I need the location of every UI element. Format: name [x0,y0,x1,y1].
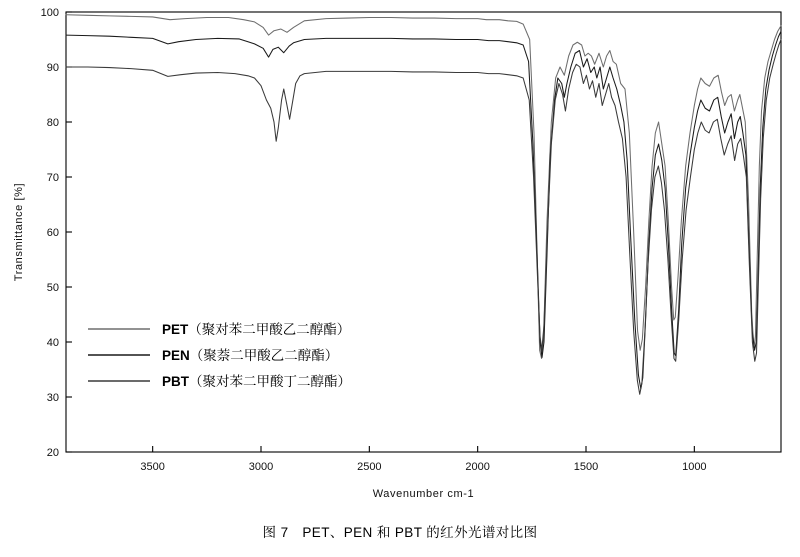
x-axis-tick-label: 1000 [682,461,707,473]
y-axis-tick-label: 50 [46,282,59,294]
y-axis-tick-label: 90 [46,62,59,74]
y-axis-tick-label: 40 [46,337,59,349]
y-axis-tick-label: 100 [40,7,59,19]
y-axis-tick-label: 30 [46,392,59,404]
x-axis-tick-label: 3500 [140,461,165,473]
x-axis-tick-label: 2500 [357,461,382,473]
legend-label-pbt: PBT（聚对苯二甲酸丁二醇酯） [162,374,351,389]
x-axis-title: Wavenumber cm-1 [372,488,475,500]
series-line-pet [66,15,781,359]
x-axis-tick-label: 2000 [465,461,490,473]
y-axis-tick-label: 80 [46,117,59,129]
figure-caption: 图 7 PET、PEN 和 PBT 的红外光谱对比图 [262,525,538,540]
x-axis-tick-label: 3000 [248,461,274,473]
y-axis-tick-label: 60 [46,227,59,239]
y-axis-tick-label: 20 [46,447,59,459]
y-axis-title: Transmittance [%] [13,182,25,282]
x-axis-tick-label: 1500 [573,461,599,473]
legend-label-pet: PET（聚对苯二甲酸乙二醇酯） [162,322,351,337]
legend-label-pen: PEN（聚萘二甲酸乙二醇酯） [162,348,339,363]
y-axis-tick-label: 70 [46,172,59,184]
